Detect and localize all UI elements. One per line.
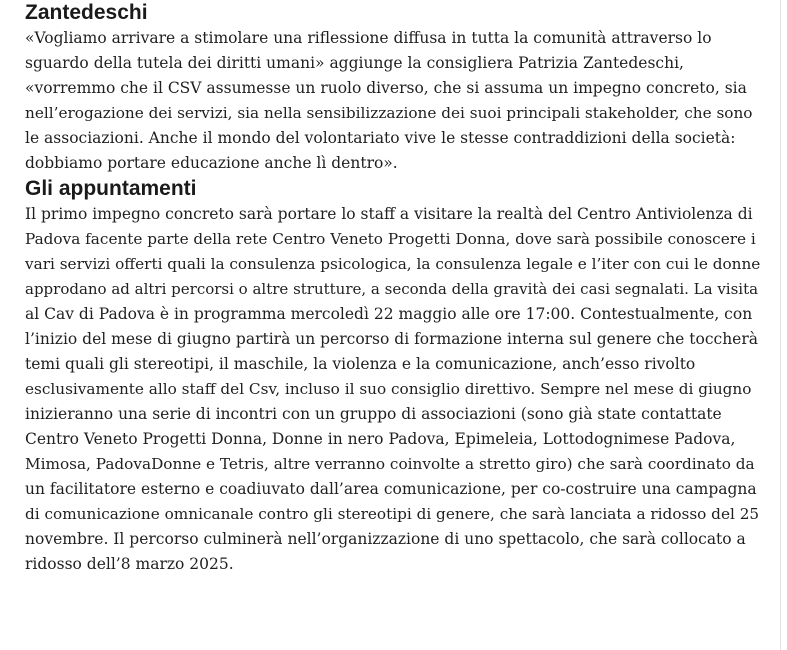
section-heading-zantedeschi: Zantedeschi xyxy=(25,1,148,24)
text-line: le associazioni. Anche il mondo del volontariato vive le stesse contraddizioni della società: xyxy=(25,129,736,147)
paragraph-appuntamenti xyxy=(25,202,760,577)
text-line: ridosso dell’8 marzo 2025. xyxy=(25,555,234,573)
text-line: l’inizio del mese di giugno partirà un percorso di formazione interna sul genere che toccherà xyxy=(25,330,759,348)
text-line: di comunicazione omnicanale contro gli stereotipi di genere, che sarà lanciata a ridosso del 25 xyxy=(25,505,760,523)
text-line: sguardo della tutela dei diritti umani» aggiunge la consigliera Patrizia Zantedeschi, xyxy=(25,54,684,72)
text-line: temi quali gli stereotipi, il maschile, la violenza e la comunicazione, anch’esso rivolto xyxy=(25,355,696,373)
text-line: nell’erogazione dei servizi, sia nella sensibilizzazione dei suoi principali stakeholder, che sono xyxy=(25,104,753,122)
text-line: Padova facente parte della rete Centro Veneto Progetti Donna, dove sarà possibile conoscere i xyxy=(25,230,756,248)
section-heading-appuntamenti: Gli appuntamenti xyxy=(25,177,197,200)
text-line: al Cav di Padova è in programma mercoledì 22 maggio alle ore 17:00. Contestualmente, con xyxy=(25,305,753,323)
text-line: un facilitatore esterno e coadiuvato dall’area comunicazione, per co-costruire una campagna xyxy=(25,480,757,498)
text-line: «Vogliamo arrivare a stimolare una riflessione diffusa in tutta la comunità attraverso lo xyxy=(25,29,712,47)
text-line: Mimosa, PadovaDonne e Tetris, altre verranno coinvolte a stretto giro) che sarà coordinato da xyxy=(25,455,755,473)
page-divider xyxy=(780,0,781,650)
text-line: approdano ad altri percorsi o altre strutture, a seconda della gravità dei casi segnalati. La visita xyxy=(25,280,759,298)
text-line: novembre. Il percorso culminerà nell’organizzazione di uno spettacolo, che sarà collocato a xyxy=(25,530,746,548)
text-line: Il primo impegno concreto sarà portare lo staff a visitare la realtà del Centro Antiviolenza di xyxy=(25,205,753,223)
text-line: inizieranno una serie di incontri con un gruppo di associazioni (sono già state contattate xyxy=(25,405,722,423)
text-line: Centro Veneto Progetti Donna, Donne in nero Padova, Epimeleia, Lottodognimese Padova, xyxy=(25,430,736,448)
paragraph-zantedeschi-quote xyxy=(25,26,760,176)
article-body xyxy=(25,0,760,577)
text-line: esclusivamente allo staff del Csv, incluso il suo consiglio direttivo. Sempre nel mese di giugno xyxy=(25,380,752,398)
text-line: dobbiamo portare educazione anche lì dentro». xyxy=(25,154,398,172)
text-line: vari servizi offerti quali la consulenza psicologica, la consulenza legale e l’iter con cui le donne xyxy=(25,255,761,273)
text-line: «vorremmo che il CSV assumesse un ruolo diverso, che si assuma un impegno concreto, sia xyxy=(25,79,747,97)
